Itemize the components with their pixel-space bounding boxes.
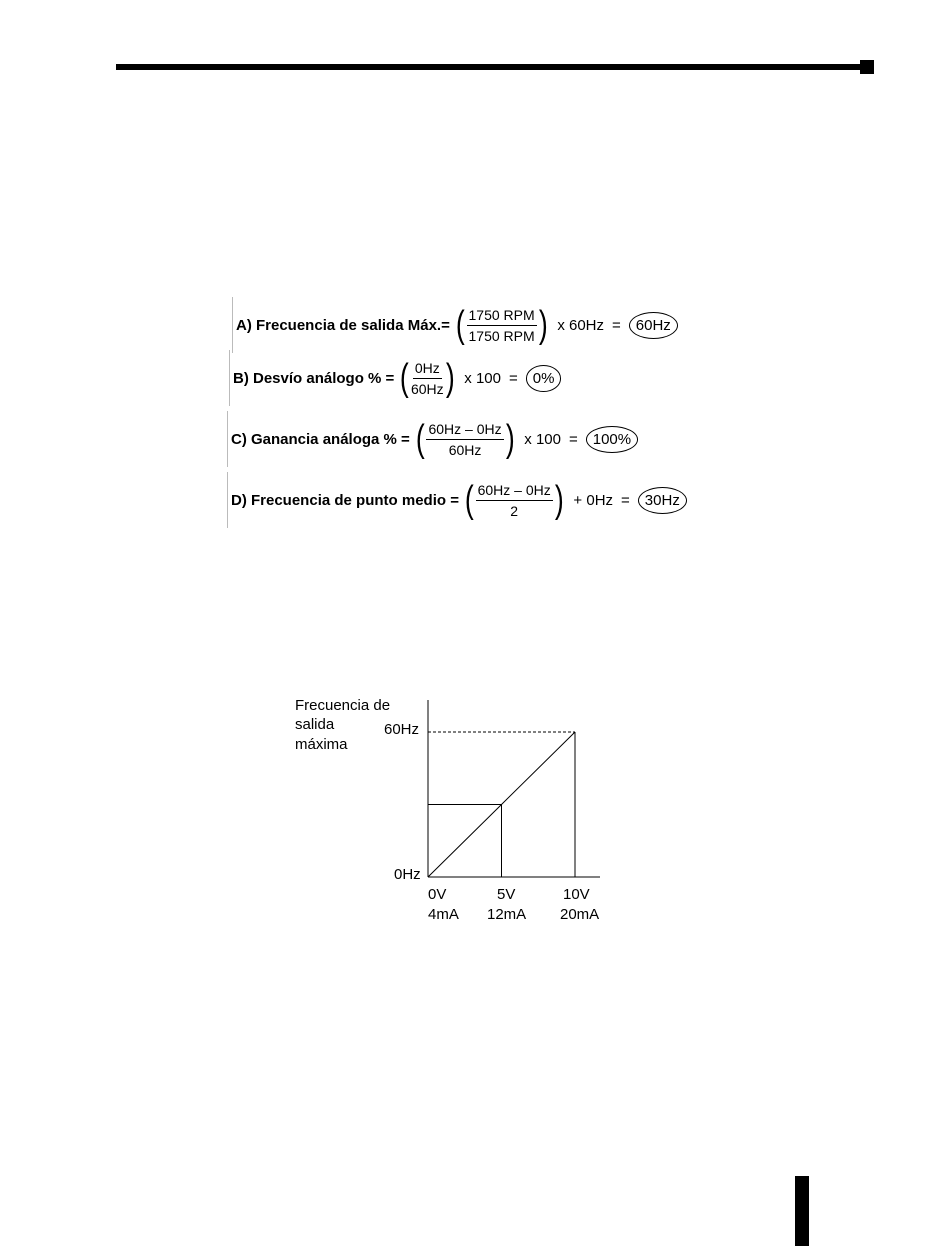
- formula-b-label: B) Desvío análogo % =: [233, 369, 395, 387]
- formula-d-tail: + 0Hz: [573, 491, 614, 509]
- formula-d-equals: =: [621, 491, 630, 509]
- formula-c-equals: =: [568, 430, 578, 448]
- formula-c-divider: [227, 411, 228, 467]
- formula-a-fraction: [454, 306, 549, 344]
- formula-d-result: 30Hz: [638, 487, 687, 514]
- formula-b-denominator: 60Hz: [410, 380, 444, 397]
- formula-a: [232, 297, 678, 353]
- right-paren: ): [554, 479, 564, 521]
- x-tick-12ma: 12mA: [487, 906, 527, 923]
- formula-b-numerator: 0Hz: [413, 360, 442, 379]
- formula-b-tail: x 100: [464, 369, 501, 387]
- x-tick-10v: 10V: [563, 886, 590, 903]
- formula-d-fraction: [463, 481, 565, 519]
- formula-c-result: 100%: [586, 426, 638, 453]
- formula-d-numerator: 60Hz – 0Hz: [476, 482, 553, 501]
- formula-d: [227, 472, 687, 528]
- formula-a-result: 60Hz: [629, 312, 678, 339]
- formula-a-divider: [232, 297, 233, 353]
- formula-c-denominator: 60Hz: [448, 441, 482, 458]
- formula-c: [227, 411, 638, 467]
- y-axis-label-line-3: máxima: [295, 736, 348, 753]
- right-paren: ): [538, 304, 548, 346]
- formula-b-fraction: [398, 359, 456, 397]
- tab-marker: [795, 1176, 809, 1246]
- formula-c-tail: x 100: [524, 430, 561, 448]
- formula-a-denominator: 1750 RPM: [468, 327, 535, 344]
- formula-a-tail: x 60Hz: [557, 316, 604, 334]
- y-axis-label-line-2: salida: [295, 716, 335, 733]
- formula-c-label: C) Ganancia análoga % =: [231, 430, 410, 448]
- formula-d-denominator: 2: [510, 502, 519, 519]
- right-paren: ): [505, 418, 515, 460]
- y-tick-60hz: 60Hz: [384, 721, 420, 738]
- right-paren: ): [445, 357, 455, 399]
- formula-b-result: 0%: [526, 365, 562, 392]
- frequency-chart: [280, 690, 640, 940]
- left-paren: (: [400, 357, 410, 399]
- header-square: [860, 60, 874, 74]
- x-tick-0v: 0V: [428, 886, 447, 903]
- header-rule: [116, 64, 864, 70]
- formula-d-label: D) Frecuencia de punto medio =: [231, 491, 459, 509]
- formula-a-equals: =: [612, 316, 621, 334]
- y-axis-label-line-1: Frecuencia de: [295, 697, 391, 714]
- formula-c-fraction: [414, 420, 516, 458]
- formula-c-numerator: 60Hz – 0Hz: [426, 421, 503, 440]
- left-paren: (: [464, 479, 474, 521]
- formula-b-divider: [229, 350, 230, 406]
- formula-b: [229, 350, 561, 406]
- x-tick-5v: 5V: [497, 886, 516, 903]
- y-tick-0hz: 0Hz: [394, 866, 421, 883]
- x-tick-4ma: 4mA: [428, 906, 459, 923]
- formula-a-numerator: 1750 RPM: [467, 307, 537, 326]
- formula-d-divider: [227, 472, 228, 528]
- x-tick-20ma: 20mA: [560, 906, 600, 923]
- left-paren: (: [415, 418, 425, 460]
- formula-b-equals: =: [509, 369, 518, 387]
- left-paren: (: [455, 304, 465, 346]
- formula-a-label: A) Frecuencia de salida Máx.=: [236, 316, 450, 334]
